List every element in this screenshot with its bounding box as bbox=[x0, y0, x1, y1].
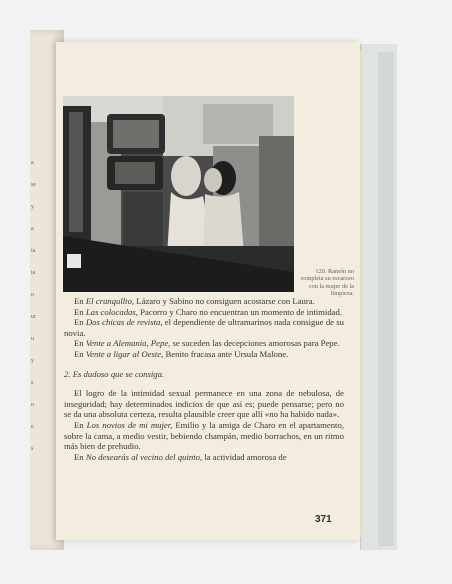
paragraph-rest: El logro de la intimidad sexual permanece en una zona de nebulosa, de inseguridad; hay determinados indicios de que así es; puede pensarse; pero no se da una absoluta certeza, resulta plausible creer que allí «no ha habido nada». bbox=[64, 388, 344, 420]
left-page-fragment: se bbox=[31, 182, 36, 188]
page-number: 371 bbox=[315, 514, 332, 525]
book-cover-edge bbox=[378, 52, 394, 546]
left-page-fragment: o bbox=[31, 402, 34, 408]
section-heading: 2. Es dudoso que se consiga. bbox=[64, 368, 165, 379]
film-title: Vente a ligar al Oeste, bbox=[85, 348, 164, 359]
film-title: Vente a Alemania, Pepe, bbox=[85, 338, 171, 349]
paragraph-lead: En bbox=[74, 317, 86, 328]
left-page-fragment: y bbox=[31, 358, 34, 364]
paragraph-lead: En bbox=[74, 296, 86, 306]
paragraph-rest: Lázaro y Sabino no consiguen acostarse con Laura. bbox=[134, 296, 315, 306]
left-page-fragment: s bbox=[31, 446, 34, 452]
left-page-fragment: a bbox=[31, 160, 34, 166]
left-page-fragment: ur bbox=[31, 314, 36, 320]
film-title: No desearás al vecino del quinto, bbox=[85, 451, 203, 462]
paragraph-rest: Pacorro y Charo no encuentran un momento de intimidad. bbox=[137, 306, 343, 317]
film-still-photo bbox=[63, 96, 294, 292]
paragraph bbox=[64, 338, 344, 349]
left-page-fragment: y bbox=[31, 204, 34, 210]
paragraph bbox=[64, 349, 344, 360]
paragraph-lead: En bbox=[74, 451, 86, 462]
paragraph-rest: el dependiente de ultramarinos nada consigue de su novia. bbox=[64, 317, 344, 338]
film-title: Los novios de mi mujer, bbox=[86, 419, 173, 430]
paragraph-rest: Benito fracasa ante Ursula Malone. bbox=[163, 348, 289, 359]
paragraph-group-1 bbox=[64, 296, 344, 360]
paragraph bbox=[64, 296, 344, 307]
photo-caption: 120. Ramón no completa su escarceo con la mujer de la limpieza. bbox=[300, 268, 354, 298]
paragraph-lead: En bbox=[74, 306, 86, 317]
left-page-fragment: a bbox=[31, 226, 34, 232]
paragraph-lead: En bbox=[74, 338, 86, 349]
paragraph bbox=[64, 420, 344, 452]
left-page-fragment: s bbox=[31, 380, 34, 386]
paragraph-rest: la actividad amorosa de bbox=[202, 451, 287, 462]
film-title: Las colocadas, bbox=[85, 306, 138, 317]
film-title: El crunqullto, bbox=[85, 296, 135, 306]
film-still-illustration bbox=[63, 96, 294, 292]
paragraph-group-2 bbox=[64, 388, 344, 462]
left-page-fragment: ia bbox=[31, 248, 36, 254]
film-title: Dos chicas de revista, bbox=[85, 317, 163, 328]
paragraph-lead: En bbox=[74, 419, 87, 430]
paragraph-rest: se suceden las decepciones amorosas para Pepe. bbox=[170, 338, 340, 349]
page-body-text bbox=[64, 296, 344, 462]
left-page-fragment: u bbox=[31, 336, 34, 342]
left-page-fragment: o bbox=[31, 292, 34, 298]
paragraph-rest: Emilio y la amiga de Charo en el apartamento, sobre la cama, a medio vestir, bebiendo champán, medio borrachos, en un ritmo más bien de prehudio. bbox=[64, 419, 344, 452]
left-page-fragment: e bbox=[31, 424, 34, 430]
paragraph bbox=[64, 452, 344, 463]
paragraph bbox=[64, 317, 344, 338]
paragraph-lead: En bbox=[74, 348, 86, 359]
paragraph bbox=[64, 307, 344, 318]
left-page-fragment: ia bbox=[31, 270, 36, 276]
paragraph bbox=[64, 388, 344, 420]
